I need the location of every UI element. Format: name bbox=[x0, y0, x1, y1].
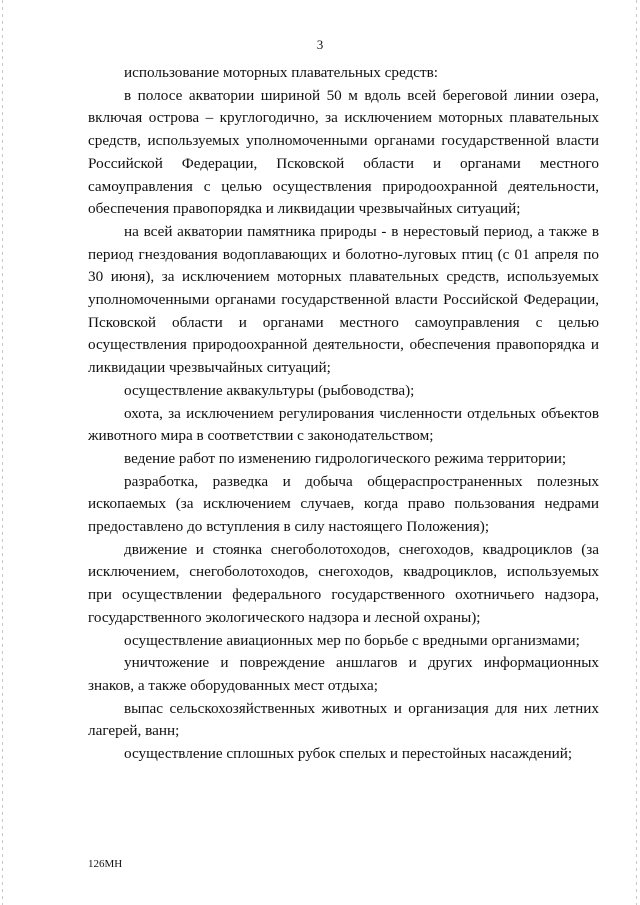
paragraph: уничтожение и повреждение аншлагов и других информационных знаков, а также оборудованных мест отдыха; bbox=[88, 654, 599, 694]
document-code: 126МН bbox=[88, 858, 123, 870]
left-scan-edge bbox=[2, 0, 3, 905]
paragraph: охота, за исключением регулирования численности отдельных объектов животного мира в соответствии с законодательством; bbox=[88, 404, 599, 445]
paragraph: выпас сельскохозяйственных животных и организация для них летних лагерей, ванн; bbox=[88, 699, 599, 740]
paragraph: в полосе акватории шириной 50 м вдоль всей береговой линии озера, включая острова – круглогодично, за исключением моторных плавательных средств, используемых уполномоченными органами государственной власти Российской Федерации, Псковской области и органами местного самоуправления с целью осуществления природоохранной деятельности, обеспечения правопорядка и ликвидации чрезвычайных ситуаций; bbox=[88, 86, 599, 218]
paragraph: осуществление сплошных рубок спелых и перестойных насаждений; bbox=[124, 745, 573, 763]
paragraph: осуществление аквакультуры (рыбоводства); bbox=[124, 381, 415, 399]
paragraph: разработка, разведка и добыча общераспространенных полезных ископаемых (за исключением случаев, когда право пользования недрами предоставлено до вступления в силу настоящего Положения); bbox=[88, 472, 599, 536]
right-scan-edge bbox=[636, 0, 637, 905]
document-body bbox=[88, 62, 599, 766]
paragraph: ведение работ по изменению гидрологического режима территории; bbox=[124, 449, 567, 467]
paragraph: движение и стоянка снегоболотоходов, снегоходов, квадроциклов (за исключением, снегоболотоходов, снегоходов, квадроциклов, используемых при осуществлении федерального государственного охотничьего надзора, государственного экологического надзора и лесной охраны); bbox=[88, 540, 599, 626]
paragraph: на всей акватории памятника природы - в нерестовый период, а также в период гнездования водоплавающих и болотно-луговых птиц (с 01 апреля по 30 июня), за исключением моторных плавательных средств, используемых уполномоченными органами государственной власти Российской Федерации, Псковской области и органами местного самоуправления с целью осуществления природоохранной деятельности, обеспечения правопорядка и ликвидации чрезвычайных ситуаций; bbox=[88, 222, 599, 377]
paragraph: использование моторных плавательных средств: bbox=[124, 64, 438, 81]
page-number: 3 bbox=[316, 37, 324, 52]
paragraph: осуществление авиационных мер по борьбе с вредными организмами; bbox=[124, 631, 580, 649]
